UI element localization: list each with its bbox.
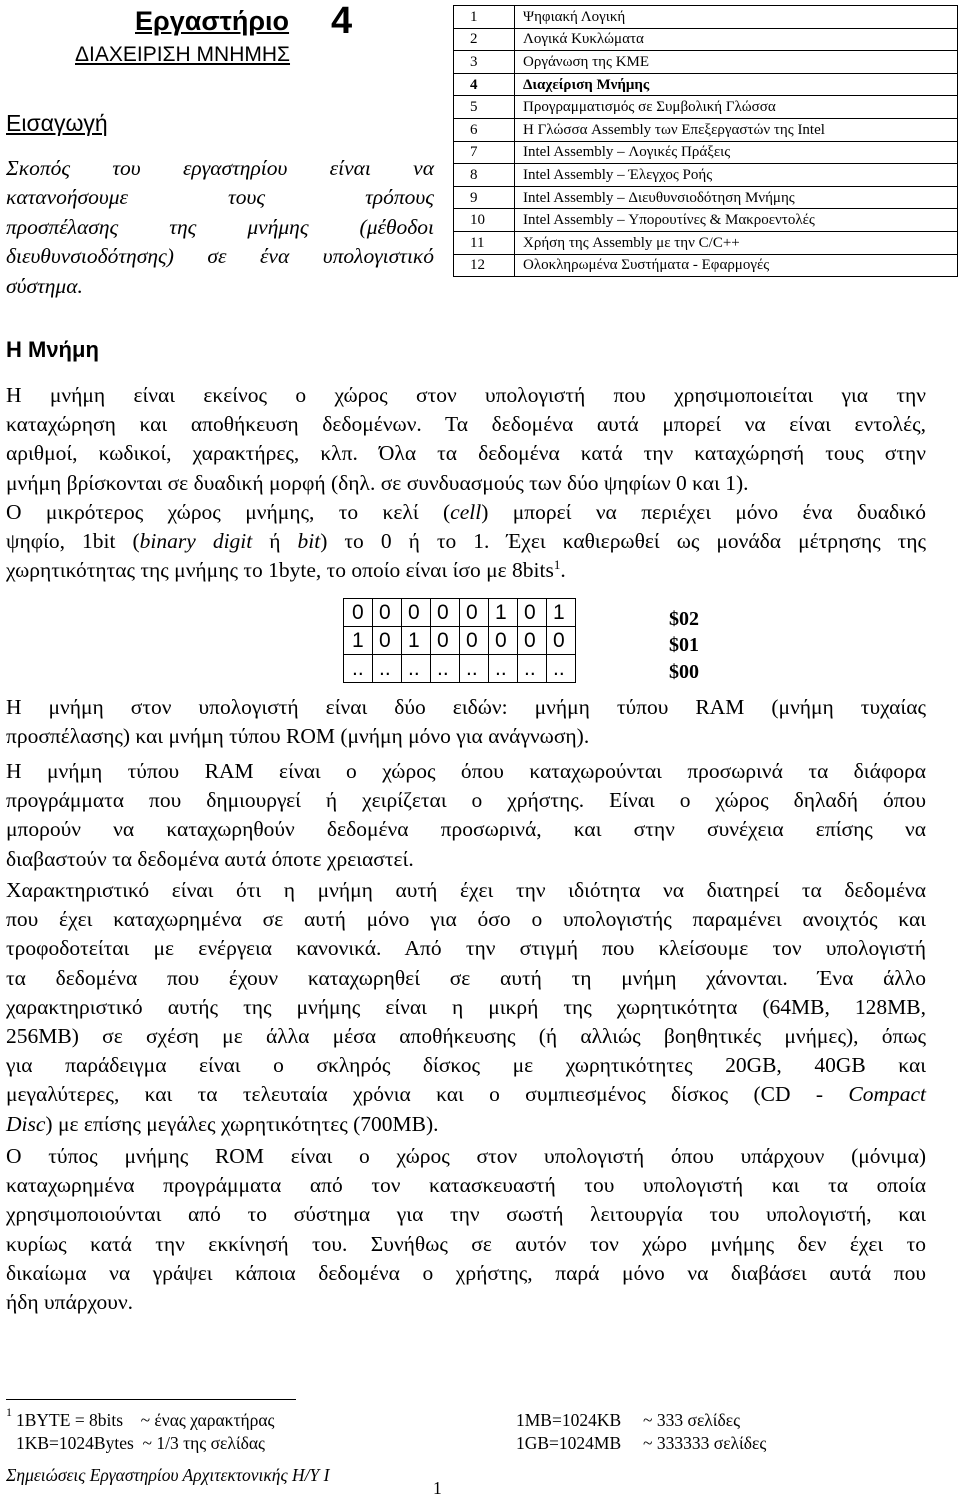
footer-title: Σημειώσεις Εργαστηρίου Αρχιτεκτονικής Η/Υ Ι xyxy=(6,1465,330,1485)
chapter-number: 4 xyxy=(454,73,515,96)
address-label: $00 xyxy=(669,661,699,683)
text-line xyxy=(6,498,926,527)
memory-cell-row xyxy=(344,627,576,655)
text-line: που έχει καταχωρημένα σε αυτή μόνο για όσο ο υπολογιστής παραμένει ανοιχτός και xyxy=(6,907,926,932)
text-line: διαβαστούν τα δεδομένα αυτά όποτε χρειαστεί. xyxy=(6,846,414,871)
bit-cell: 1 xyxy=(402,627,431,655)
chapter-row xyxy=(454,231,958,254)
intro-line: διευθυνσιοδότησης) σε ένα υπολογιστικό xyxy=(6,244,434,269)
chapter-number: 6 xyxy=(454,118,515,141)
text-run: ) το 0 ή το 1. Έχει καθιερωθεί ως μονάδα μέτρησης της xyxy=(320,528,926,553)
chapter-number: 11 xyxy=(454,231,515,254)
footnote-text: 1MB=1024KB ~ 333 σελίδες xyxy=(516,1410,741,1430)
chapter-row-current xyxy=(454,73,958,96)
chapter-title: Διαχείριση Μνήμης xyxy=(515,73,958,96)
chapter-title: Χρήση της Assembly με την C/C++ xyxy=(515,231,958,254)
chapter-row xyxy=(454,209,958,232)
chapter-number: 10 xyxy=(454,209,515,232)
intro-line: Σκοπός του εργαστηρίου είναι να xyxy=(6,156,434,180)
bit-cell: 1 xyxy=(344,627,373,655)
memory-paragraph-5 xyxy=(6,1142,926,1317)
text-run: ) με επίσης μεγάλες χωρητικότητες (700MB). xyxy=(45,1111,439,1136)
chapter-title: Προγραμματισμός σε Συμβολική Γλώσσα xyxy=(515,96,958,119)
chapter-row xyxy=(454,51,958,74)
text-line xyxy=(6,1080,926,1109)
bit-cell: 0 xyxy=(518,599,547,627)
footnote-mark: 1 xyxy=(6,1405,12,1419)
memory-cell-row xyxy=(344,599,576,627)
text-run: ψηφίο, 1bit ( xyxy=(6,528,140,553)
bit-cell: .. xyxy=(547,655,576,683)
footnote-separator xyxy=(6,1399,296,1400)
text-line: Η μνήμη είναι εκείνος ο χώρος στον υπολογιστή που χρησιμοποιείται για την xyxy=(6,383,926,407)
chapter-row xyxy=(454,164,958,187)
text-line: χαρακτηριστικό αυτής της μνήμης είναι η μικρή της χωρητικότητα (64MB, 128MB, xyxy=(6,994,926,1019)
bit-cell: 0 xyxy=(460,627,489,655)
text-run-italic: binary digit xyxy=(139,528,253,553)
chapter-title: Intel Assembly – Έλεγχος Ροής xyxy=(515,164,958,187)
text-run: . xyxy=(560,558,566,583)
intro-paragraph xyxy=(6,154,434,301)
footnote-ref[interactable]: 1 xyxy=(553,556,561,572)
text-line: Η μνήμη στον υπολογιστή είναι δύο ειδών: μνήμη τύπου RAM (μνήμη τυχαίας xyxy=(6,695,926,719)
lab-subtitle: ΔΙΑΧΕΙΡΙΣΗ ΜΝΗΜΗΣ xyxy=(75,43,291,66)
text-line: για παράδειγμα είναι ο σκληρός δίσκος με χωρητικότητες 20GB, 40GB και xyxy=(6,1053,926,1078)
chapter-title: Intel Assembly – Λογικές Πράξεις xyxy=(515,141,958,164)
text-line xyxy=(6,1110,926,1139)
chapters-table xyxy=(453,5,958,277)
text-line: προγράμματα που δημιουργεί ή χειρίζεται ο χρήστης. Είναι ο χώρος δηλαδή όπου xyxy=(6,788,926,813)
intro-line: σύστημα. xyxy=(6,273,83,298)
text-line: ήδη υπάρχουν. xyxy=(6,1289,134,1314)
text-run: ) μπορεί να περιέχει μόνο ένα δυαδικό xyxy=(481,499,926,524)
chapter-row xyxy=(454,96,958,119)
text-line: μπορούν να καταχωρηθούν δεδομένα προσωρινά, και στην συνέχεια επίσης να xyxy=(6,817,926,842)
chapter-row xyxy=(454,141,958,164)
memory-paragraph-3 xyxy=(6,757,926,874)
text-line: αριθμοί, κωδικοί, χαρακτήρες, κλπ. Όλα τα δεδομένα κατά την καταχώρησή τους στην xyxy=(6,441,926,466)
chapter-number: 8 xyxy=(454,164,515,187)
bit-cell: 0 xyxy=(373,627,402,655)
chapter-title: Οργάνωση της ΚΜΕ xyxy=(515,51,958,74)
memory-paragraph-4 xyxy=(6,876,926,1139)
bit-cell: 0 xyxy=(402,599,431,627)
chapter-row xyxy=(454,28,958,51)
chapter-title: Ολοκληρωμένα Συστήματα - Εφαρμογές xyxy=(515,254,958,277)
bit-cell: .. xyxy=(431,655,460,683)
text-line: προσπέλασης) και μνήμη τύπου ROM (μνήμη μόνο για ανάγνωση). xyxy=(6,724,590,749)
text-line: Ο τύπος μνήμης ROM είναι ο χώρος στον υπολογιστή όπου υπάρχουν (μόνιμα) xyxy=(6,1144,926,1168)
bit-cell: 0 xyxy=(547,627,576,655)
bit-cell: .. xyxy=(460,655,489,683)
text-run: χωρητικότητας της μνήμης το 1byte, το οποίο είναι ίσο με 8bits xyxy=(6,558,554,583)
bit-cell: 0 xyxy=(460,599,489,627)
text-line: Η μνήμη τύπου RAM είναι ο χώρος όπου καταχωρούνται προσωρινά τα διάφορα xyxy=(6,759,926,783)
text-line xyxy=(6,556,926,585)
text-line: 256MB) σε σχέση με άλλα μέσα αποθήκευσης (ή αλλιώς βοηθητικές μνήμες), όπως xyxy=(6,1023,926,1048)
bit-cell: 1 xyxy=(547,599,576,627)
chapter-number: 12 xyxy=(454,254,515,277)
text-run-italic: Compact xyxy=(848,1082,926,1107)
memory-paragraph-2 xyxy=(6,693,926,751)
memory-paragraph-1 xyxy=(6,381,926,585)
text-run-italic: cell xyxy=(450,499,482,524)
chapter-title: Intel Assembly – Υπορουτίνες & Μακροεντολές xyxy=(515,209,958,232)
text-line xyxy=(6,527,926,556)
text-run: Ο μικρότερος χώρος μνήμης, το κελί ( xyxy=(6,499,451,524)
footnote-text: 1GB=1024MB ~ 333333 σελίδες xyxy=(516,1433,767,1453)
chapter-title: Intel Assembly – Διευθυνσιοδότηση Μνήμης xyxy=(515,186,958,209)
text-line: Χαρακτηριστικό είναι ότι η μνήμη αυτή έχει την ιδιότητα να διατηρεί τα δεδομένα xyxy=(6,878,926,902)
text-line: καταχωρημένα προγράμματα από τον κατασκευαστή του υπολογιστή και τα οποία xyxy=(6,1173,926,1198)
chapter-number: 2 xyxy=(454,28,515,51)
text-line: χρησιμοποιούνται από το σύστημα για την σωστή λειτουργία του υπολογιστή, και xyxy=(6,1202,926,1227)
lab-number: 4 xyxy=(331,0,353,42)
text-run-italic: bit xyxy=(297,528,321,553)
memory-cells-table xyxy=(343,598,576,683)
address-label: $01 xyxy=(669,634,699,656)
memory-heading: Η Μνήμη xyxy=(6,337,99,362)
bit-cell: 0 xyxy=(489,627,518,655)
bit-cell: .. xyxy=(518,655,547,683)
lab-title: Εργαστήριο xyxy=(135,6,290,36)
bit-cell: .. xyxy=(373,655,402,683)
text-run: ή xyxy=(252,528,298,553)
bit-cell: 0 xyxy=(431,599,460,627)
text-line: κυρίως κατά την εκκίνησή του. Συνήθως σε αυτόν τον χώρο μνήμης δεν έχει το xyxy=(6,1231,926,1256)
bit-cell: .. xyxy=(489,655,518,683)
intro-heading: Εισαγωγή xyxy=(6,110,108,136)
chapter-number: 3 xyxy=(454,51,515,74)
chapter-row xyxy=(454,6,958,29)
text-line: δικαίωμα να γράψει κάποια δεδομένα ο χρήστης, παρά μόνο να διαβάσει αυτά που xyxy=(6,1260,926,1285)
text-run: μεγαλύτερες, και τα τελευταία χρόνια και ο συμπιεσμένος δίσκος (CD - xyxy=(6,1082,849,1107)
chapter-number: 9 xyxy=(454,186,515,209)
chapter-row xyxy=(454,254,958,277)
intro-line: κατανοήσουμε τους τρόπους xyxy=(6,185,434,210)
text-line: τροφοδοτείται με ενέργεια κανονικά. Από την στιγμή που κλείσουμε τον υπολογιστή xyxy=(6,936,926,961)
bit-cell: 0 xyxy=(373,599,402,627)
chapter-title: Η Γλώσσα Assembly των Επεξεργαστών της Intel xyxy=(515,118,958,141)
memory-cell-row xyxy=(344,655,576,683)
text-run-italic: Disc xyxy=(6,1111,46,1136)
footnote-text: 1KB=1024Bytes ~ 1/3 της σελίδας xyxy=(16,1433,265,1453)
chapter-row xyxy=(454,186,958,209)
chapter-title: Λογικά Κυκλώματα xyxy=(515,28,958,51)
chapter-row xyxy=(454,118,958,141)
chapter-number: 1 xyxy=(454,6,515,29)
bit-cell: 0 xyxy=(344,599,373,627)
text-line: τα δεδομένα που έχουν καταχωρηθεί σε αυτή τη μνήμη χάνονται. Ένα άλλο xyxy=(6,965,926,990)
bit-cell: 1 xyxy=(489,599,518,627)
bit-cell: 0 xyxy=(431,627,460,655)
intro-line: προσπέλασης της μνήμης (μέθοδοι xyxy=(6,214,434,239)
text-line: καταχώρηση και αποθήκευση δεδομένων. Τα δεδομένα αυτά μπορεί να είναι εντολές, xyxy=(6,412,926,437)
bit-cell: .. xyxy=(344,655,373,683)
bit-cell: .. xyxy=(402,655,431,683)
chapter-number: 7 xyxy=(454,141,515,164)
bit-cell: 0 xyxy=(518,627,547,655)
text-line: μνήμη βρίσκονται σε δυαδική μορφή (δηλ. σε συνδυασμούς των δύο ψηφίων 0 και 1). xyxy=(6,470,749,495)
address-label: $02 xyxy=(669,608,699,630)
page-number: 1 xyxy=(433,1478,442,1498)
chapter-number: 5 xyxy=(454,96,515,119)
chapter-title: Ψηφιακή Λογική xyxy=(515,6,958,29)
footnote-text: 1BYTE = 8bits ~ ένας χαρακτήρας xyxy=(16,1410,275,1430)
lab-title-block xyxy=(75,0,375,67)
